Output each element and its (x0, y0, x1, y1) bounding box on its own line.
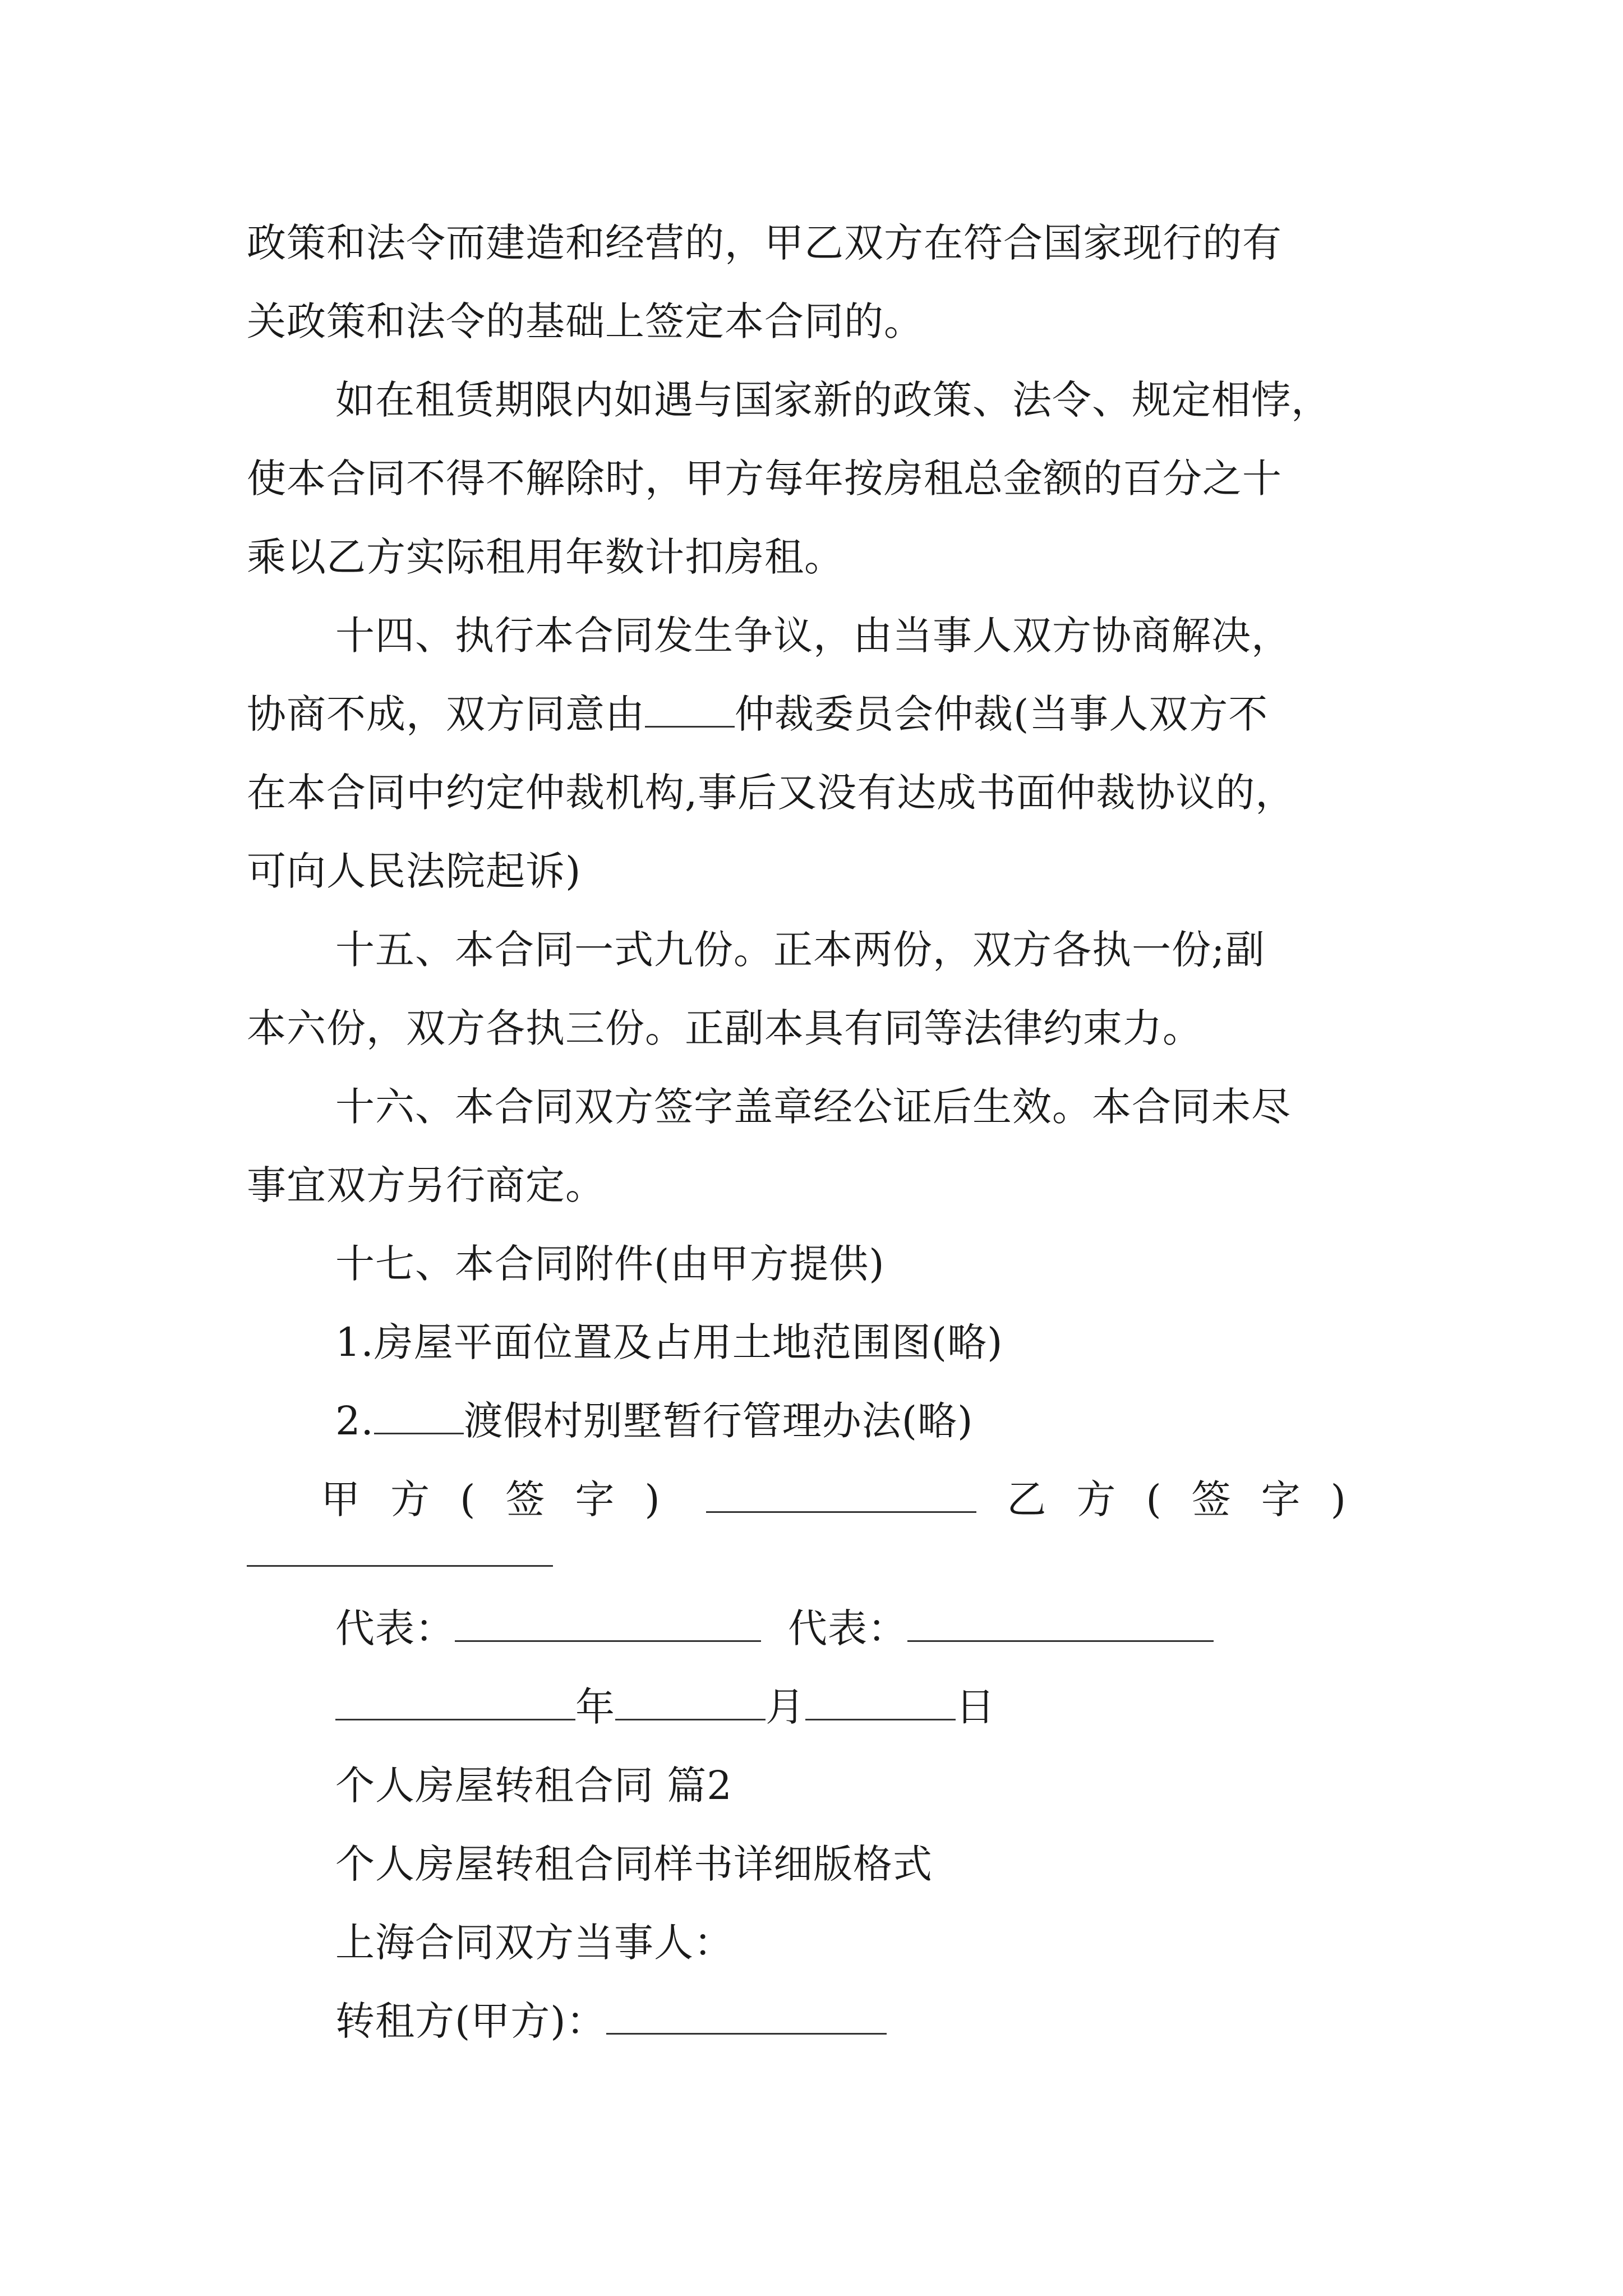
date-month-label: 月 (766, 1684, 805, 1730)
item-number: 2. (335, 1398, 374, 1444)
signature-blank (247, 1565, 553, 1567)
fill-in-blank (374, 1398, 464, 1434)
paragraph-line: 1.房屋平面位置及占用土地范围图(略) (335, 1319, 1003, 1365)
section-title: 个人房屋转租合同 篇2 (335, 1763, 732, 1809)
paragraph-line: 在本合同中约定仲裁机构,事后又没有达成书面仲裁协议的， (247, 770, 1295, 816)
parties-intro: 上海合同双方当事人： (335, 1920, 734, 1966)
rep-b-blank (907, 1605, 1214, 1642)
paragraph-line-with-blank (335, 1396, 973, 1446)
party-a-signature-label: 甲方(签字) (321, 1476, 690, 1522)
paragraph-line-with-blank (247, 689, 1268, 739)
line-prefix: 协商不成，双方同意由 (247, 691, 645, 737)
paragraph-line: 十五、本合同一式九份。正本两份，双方各执一份;副 (335, 927, 1265, 973)
date-row (335, 1682, 995, 1732)
paragraph-line: 可向人民法院起诉) (247, 848, 582, 894)
sublessor-blank (606, 1998, 887, 2035)
day-blank (805, 1684, 956, 1720)
paragraph-line: 使本合同不得不解除时，甲方每年按房租总金额的百分之十 (247, 455, 1282, 501)
party-b-signature-label: 乙方(签字) (1007, 1476, 1376, 1522)
date-year-label: 年 (575, 1684, 615, 1730)
month-blank (615, 1684, 766, 1720)
fill-in-blank (645, 691, 735, 728)
paragraph-line: 关政策和法令的基础上签定本合同的。 (247, 298, 924, 344)
line-suffix: 仲裁委员会仲裁(当事人双方不 (735, 691, 1269, 737)
sublessor-row (335, 1996, 887, 2046)
signature-blank (706, 1476, 977, 1513)
rep-a-blank (455, 1605, 761, 1642)
paragraph-line: 十四、执行本合同发生争议，由当事人双方协商解决， (335, 613, 1291, 659)
paragraph-line: 政策和法令而建造和经营的，甲乙双方在符合国家现行的有 (247, 220, 1282, 266)
paragraph-line: 如在租赁期限内如遇与国家新的政策、法令、规定相悖， (335, 377, 1331, 423)
representative-row (335, 1603, 1214, 1654)
paragraph-line: 十六、本合同双方签字盖章经公证后生效。本合同未尽 (335, 1084, 1291, 1130)
year-blank (335, 1684, 575, 1720)
signature-row (247, 1474, 1376, 1525)
paragraph-line: 十七、本合同附件(由甲方提供) (335, 1241, 885, 1287)
paragraph-line: 乘以乙方实际租用年数计扣房租。 (247, 534, 844, 580)
date-day-label: 日 (956, 1684, 995, 1730)
paragraph-line: 事宜双方另行商定。 (247, 1162, 605, 1208)
sublessor-label: 转租方(甲方)： (335, 1998, 606, 2044)
line-suffix: 渡假村别墅暂行管理办法(略) (463, 1398, 974, 1444)
rep-label-b: 代表： (788, 1605, 907, 1651)
subtitle: 个人房屋转租合同样书详细版格式 (335, 1841, 933, 1887)
rep-label-a: 代表： (335, 1605, 455, 1651)
paragraph-line: 本六份，双方各执三份。正副本具有同等法律约束力。 (247, 1005, 1202, 1051)
